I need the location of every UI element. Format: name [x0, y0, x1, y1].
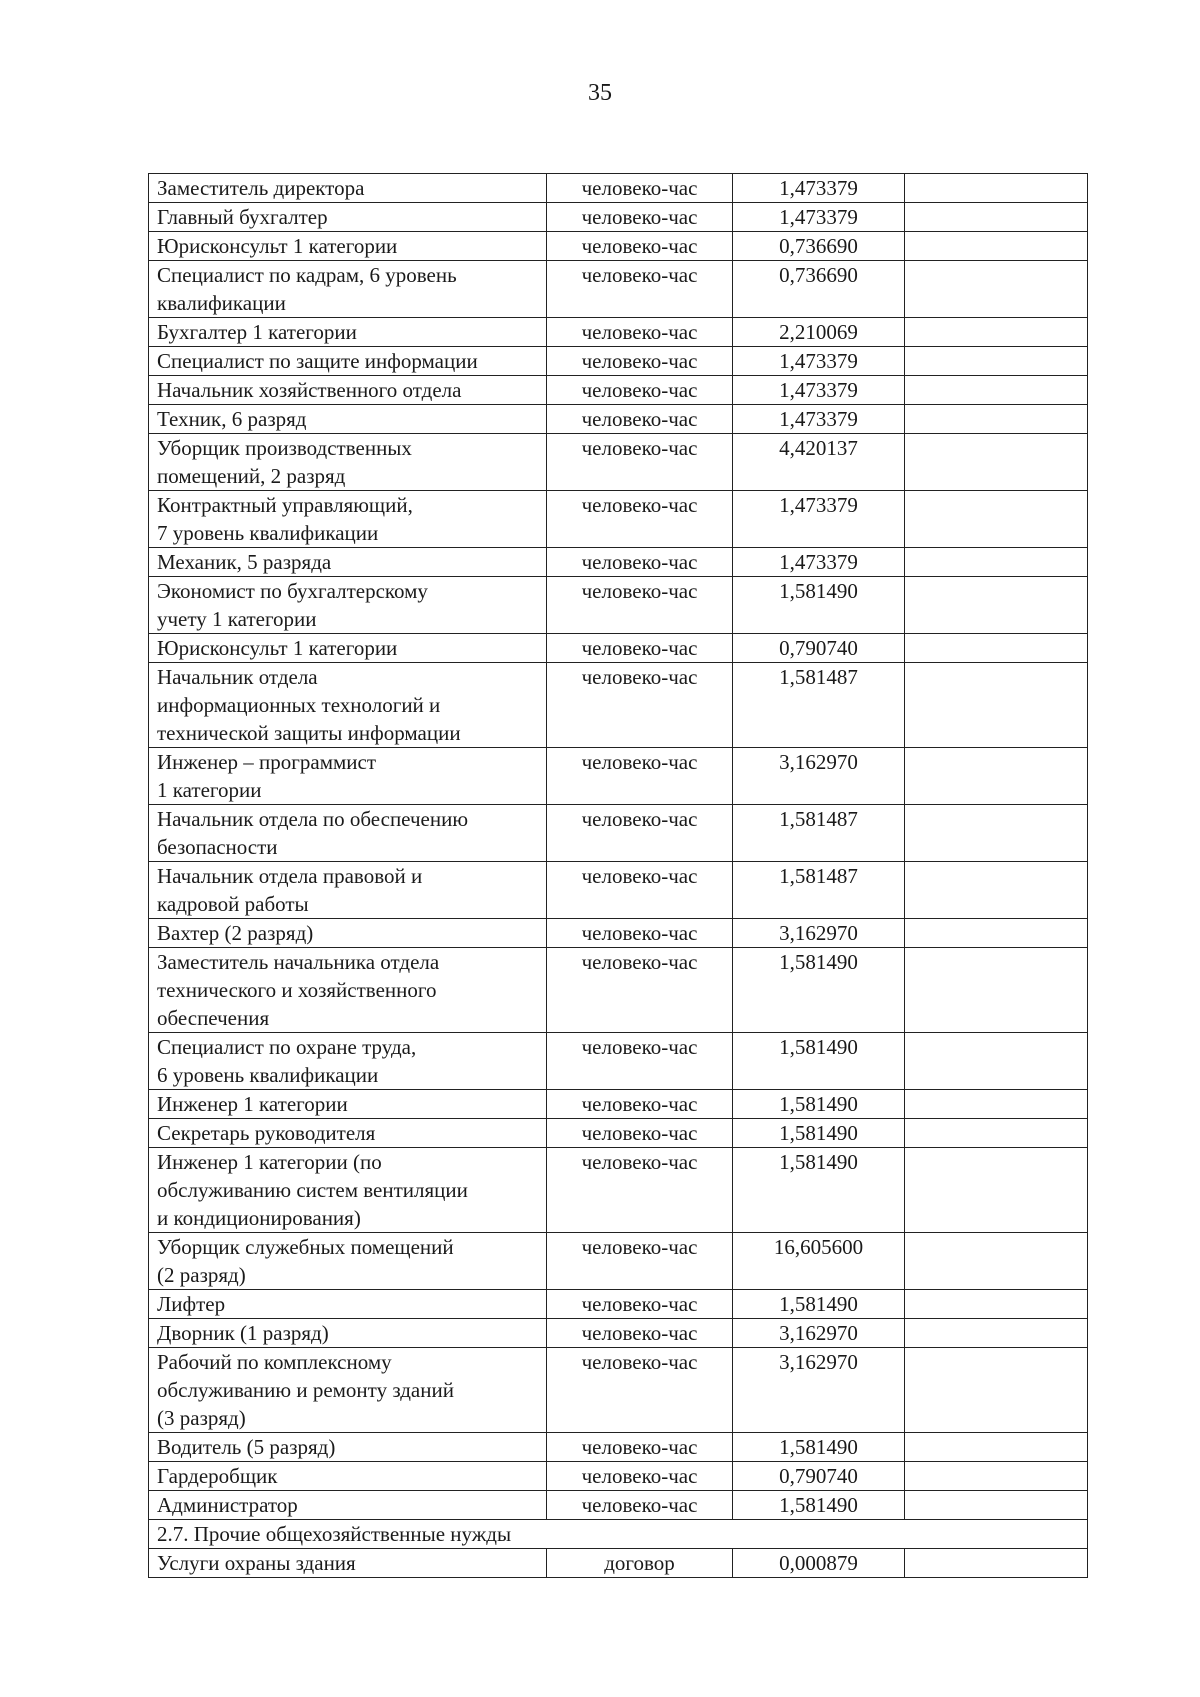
position-name-cell: Гардеробщик — [149, 1462, 547, 1491]
norm-value-cell: 3,162970 — [733, 1348, 905, 1433]
position-name-cell: Начальник отдела информационных технологий и технической защиты информации — [149, 663, 547, 748]
norm-value-cell: 3,162970 — [733, 748, 905, 805]
norm-value-cell: 1,473379 — [733, 548, 905, 577]
position-name-cell: Заместитель начальника отдела технического и хозяйственного обеспечения — [149, 948, 547, 1033]
section-heading: 2.7. Прочие общехозяйственные нужды — [149, 1520, 1088, 1549]
page-number: 35 — [588, 80, 612, 106]
position-name-cell: Лифтер — [149, 1290, 547, 1319]
empty-cell — [905, 261, 1088, 318]
empty-cell — [905, 748, 1088, 805]
norm-value-cell: 1,581487 — [733, 805, 905, 862]
unit-cell: человеко-час — [547, 1348, 733, 1433]
norm-value-cell: 1,581490 — [733, 1433, 905, 1462]
unit-cell: человеко-час — [547, 1491, 733, 1520]
empty-cell — [905, 203, 1088, 232]
unit-cell: человеко-час — [547, 1033, 733, 1090]
position-name-cell: Инженер 1 категории — [149, 1090, 547, 1119]
table-row — [149, 862, 1088, 919]
empty-cell — [905, 1462, 1088, 1491]
norm-value-cell: 1,581490 — [733, 1033, 905, 1090]
table-row — [149, 261, 1088, 318]
table-row — [149, 1319, 1088, 1348]
unit-cell: человеко-час — [547, 948, 733, 1033]
empty-cell — [905, 1319, 1088, 1348]
empty-cell — [905, 174, 1088, 203]
norm-value-cell: 1,581490 — [733, 1119, 905, 1148]
norm-value-cell: 1,581490 — [733, 1491, 905, 1520]
norm-value-cell: 1,473379 — [733, 347, 905, 376]
table-row — [149, 748, 1088, 805]
empty-cell — [905, 663, 1088, 748]
position-name-cell: Главный бухгалтер — [149, 203, 547, 232]
position-name-cell: Услуги охраны здания — [149, 1549, 547, 1578]
position-name-cell: Уборщик производственных помещений, 2 разряд — [149, 434, 547, 491]
table-row — [149, 1290, 1088, 1319]
table-row — [149, 318, 1088, 347]
position-name-cell: Уборщик служебных помещений (2 разряд) — [149, 1233, 547, 1290]
position-name-cell: Дворник (1 разряд) — [149, 1319, 547, 1348]
norm-value-cell: 4,420137 — [733, 434, 905, 491]
norm-value-cell: 1,473379 — [733, 174, 905, 203]
unit-cell: человеко-час — [547, 434, 733, 491]
empty-cell — [905, 1433, 1088, 1462]
table-row — [149, 491, 1088, 548]
position-name-cell: Специалист по охране труда, 6 уровень квалификации — [149, 1033, 547, 1090]
norm-value-cell: 1,473379 — [733, 376, 905, 405]
table-row — [149, 634, 1088, 663]
empty-cell — [905, 376, 1088, 405]
unit-cell: человеко-час — [547, 577, 733, 634]
table-row — [149, 1233, 1088, 1290]
position-name-cell: Контрактный управляющий, 7 уровень квалификации — [149, 491, 547, 548]
empty-cell — [905, 434, 1088, 491]
position-name-cell: Вахтер (2 разряд) — [149, 919, 547, 948]
norm-value-cell: 2,210069 — [733, 318, 905, 347]
section-row — [149, 1520, 1088, 1549]
unit-cell: человеко-час — [547, 862, 733, 919]
empty-cell — [905, 491, 1088, 548]
unit-cell: человеко-час — [547, 919, 733, 948]
table-row — [149, 1348, 1088, 1433]
position-name-cell: Юрисконсульт 1 категории — [149, 232, 547, 261]
position-name-cell: Начальник хозяйственного отдела — [149, 376, 547, 405]
table-row — [149, 203, 1088, 232]
position-name-cell: Юрисконсульт 1 категории — [149, 634, 547, 663]
norm-value-cell: 1,581490 — [733, 1290, 905, 1319]
unit-cell: человеко-час — [547, 1462, 733, 1491]
position-name-cell: Специалист по защите информации — [149, 347, 547, 376]
table-row — [149, 577, 1088, 634]
position-name-cell: Водитель (5 разряд) — [149, 1433, 547, 1462]
table-row — [149, 405, 1088, 434]
table-row — [149, 1119, 1088, 1148]
table-row — [149, 434, 1088, 491]
norm-value-cell: 1,581490 — [733, 1090, 905, 1119]
empty-cell — [905, 805, 1088, 862]
norm-value-cell: 3,162970 — [733, 1319, 905, 1348]
table-row — [149, 1549, 1088, 1578]
norm-value-cell: 16,605600 — [733, 1233, 905, 1290]
table-row — [149, 1491, 1088, 1520]
unit-cell: человеко-час — [547, 805, 733, 862]
unit-cell: человеко-час — [547, 376, 733, 405]
unit-cell: человеко-час — [547, 1319, 733, 1348]
table-row — [149, 1433, 1088, 1462]
labor-norms-table — [148, 173, 1088, 1578]
empty-cell — [905, 1290, 1088, 1319]
unit-cell: человеко-час — [547, 232, 733, 261]
empty-cell — [905, 232, 1088, 261]
norm-value-cell: 1,473379 — [733, 203, 905, 232]
norm-value-cell: 3,162970 — [733, 919, 905, 948]
empty-cell — [905, 862, 1088, 919]
norm-value-cell: 1,581487 — [733, 862, 905, 919]
empty-cell — [905, 1119, 1088, 1148]
unit-cell: человеко-час — [547, 663, 733, 748]
empty-cell — [905, 634, 1088, 663]
unit-cell: человеко-час — [547, 1119, 733, 1148]
unit-cell: человеко-час — [547, 548, 733, 577]
position-name-cell: Заместитель директора — [149, 174, 547, 203]
empty-cell — [905, 1348, 1088, 1433]
empty-cell — [905, 919, 1088, 948]
unit-cell: человеко-час — [547, 203, 733, 232]
unit-cell: человеко-час — [547, 1233, 733, 1290]
unit-cell: человеко-час — [547, 634, 733, 663]
norm-value-cell: 0,736690 — [733, 261, 905, 318]
table-row — [149, 1033, 1088, 1090]
norm-value-cell: 0,736690 — [733, 232, 905, 261]
unit-cell: человеко-час — [547, 748, 733, 805]
unit-cell: человеко-час — [547, 1433, 733, 1462]
table-row — [149, 948, 1088, 1033]
position-name-cell: Начальник отдела правовой и кадровой работы — [149, 862, 547, 919]
table-row — [149, 232, 1088, 261]
position-name-cell: Администратор — [149, 1491, 547, 1520]
empty-cell — [905, 1233, 1088, 1290]
empty-cell — [905, 577, 1088, 634]
position-name-cell: Специалист по кадрам, 6 уровень квалификации — [149, 261, 547, 318]
table-row — [149, 919, 1088, 948]
unit-cell: человеко-час — [547, 261, 733, 318]
unit-cell: человеко-час — [547, 174, 733, 203]
position-name-cell: Техник, 6 разряд — [149, 405, 547, 434]
unit-cell: человеко-час — [547, 1148, 733, 1233]
position-name-cell: Секретарь руководителя — [149, 1119, 547, 1148]
table-row — [149, 663, 1088, 748]
table-row — [149, 1148, 1088, 1233]
norm-value-cell: 0,000879 — [733, 1549, 905, 1578]
norm-value-cell: 1,581490 — [733, 948, 905, 1033]
norm-value-cell: 1,581487 — [733, 663, 905, 748]
norm-value-cell: 1,473379 — [733, 491, 905, 548]
empty-cell — [905, 347, 1088, 376]
unit-cell: человеко-час — [547, 491, 733, 548]
position-name-cell: Рабочий по комплексному обслуживанию и ремонту зданий (3 разряд) — [149, 1348, 547, 1433]
position-name-cell: Инженер 1 категории (по обслуживанию систем вентиляции и кондиционирования) — [149, 1148, 547, 1233]
position-name-cell: Начальник отдела по обеспечению безопасности — [149, 805, 547, 862]
unit-cell: человеко-час — [547, 1290, 733, 1319]
unit-cell: человеко-час — [547, 347, 733, 376]
table-row — [149, 347, 1088, 376]
table-row — [149, 805, 1088, 862]
empty-cell — [905, 1033, 1088, 1090]
norm-value-cell: 0,790740 — [733, 1462, 905, 1491]
norm-value-cell: 0,790740 — [733, 634, 905, 663]
position-name-cell: Инженер – программист 1 категории — [149, 748, 547, 805]
table-row — [149, 376, 1088, 405]
position-name-cell: Механик, 5 разряда — [149, 548, 547, 577]
empty-cell — [905, 1090, 1088, 1119]
table-body — [149, 174, 1088, 1578]
empty-cell — [905, 548, 1088, 577]
table-row — [149, 174, 1088, 203]
unit-cell: человеко-час — [547, 1090, 733, 1119]
norm-value-cell: 1,581490 — [733, 1148, 905, 1233]
table-row — [149, 548, 1088, 577]
empty-cell — [905, 948, 1088, 1033]
position-name-cell: Бухгалтер 1 категории — [149, 318, 547, 347]
unit-cell: человеко-час — [547, 405, 733, 434]
norm-value-cell: 1,581490 — [733, 577, 905, 634]
empty-cell — [905, 1148, 1088, 1233]
empty-cell — [905, 1491, 1088, 1520]
unit-cell: человеко-час — [547, 318, 733, 347]
unit-cell: договор — [547, 1549, 733, 1578]
table-row — [149, 1462, 1088, 1491]
table-row — [149, 1090, 1088, 1119]
empty-cell — [905, 1549, 1088, 1578]
norm-value-cell: 1,473379 — [733, 405, 905, 434]
position-name-cell: Экономист по бухгалтерскому учету 1 категории — [149, 577, 547, 634]
empty-cell — [905, 405, 1088, 434]
empty-cell — [905, 318, 1088, 347]
